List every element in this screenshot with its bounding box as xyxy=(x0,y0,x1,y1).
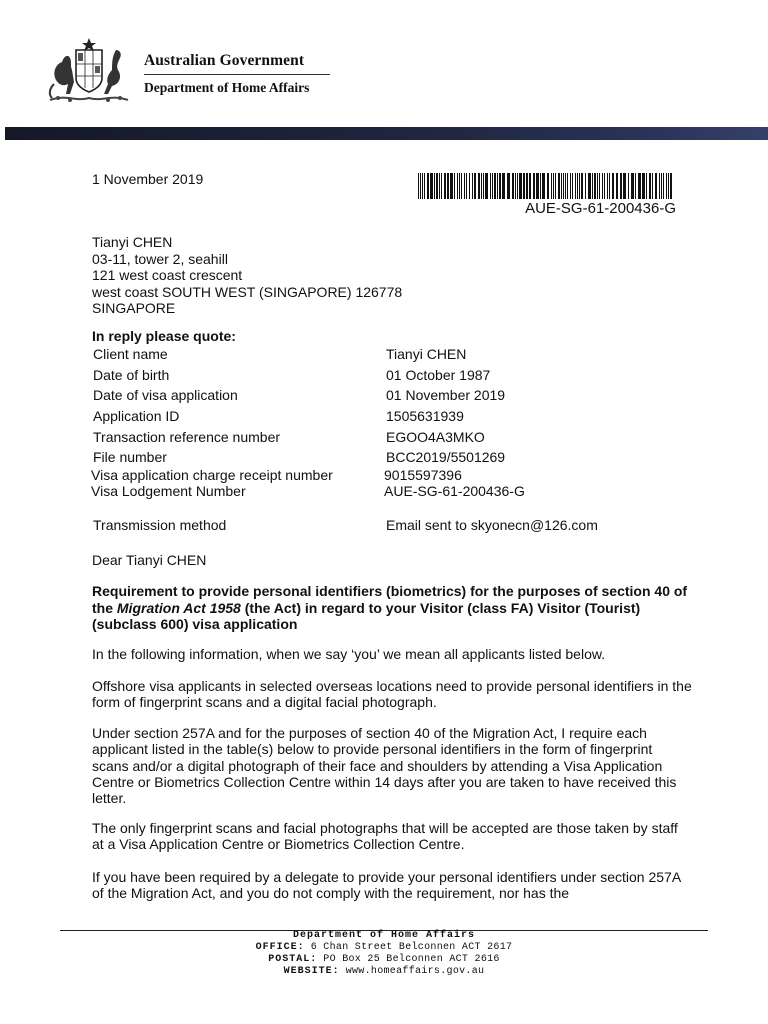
letter-subject xyxy=(92,583,692,633)
subject-text: Requirement to provide personal identifiers (biometrics) for the purposes of section 40 of the xyxy=(92,583,688,616)
quote-label-application-id: Application ID xyxy=(93,408,180,424)
act-name: Migration Act 1958 xyxy=(116,599,241,616)
footer-website xyxy=(0,966,768,978)
quote-value-lodgement-number: AUE-SG-61-200436-G xyxy=(384,483,525,499)
address-line: 121 west coast crescent xyxy=(92,267,243,283)
quote-label-file-number: File number xyxy=(93,449,167,465)
quote-label-date-of-birth: Date of birth xyxy=(93,367,170,383)
quote-value-transmission-method: Email sent to skyonecn@126.com xyxy=(386,517,598,533)
letter-date: 1 November 2019 xyxy=(92,171,204,187)
quote-value-client-name: Tianyi CHEN xyxy=(386,346,467,362)
quote-value-application-id: 1505631939 xyxy=(386,408,464,424)
quote-value-application-date: 01 November 2019 xyxy=(386,387,506,403)
footer-office xyxy=(0,942,768,954)
address-line: 03-11, tower 2, seahill xyxy=(92,250,228,267)
quote-label-receipt-number: Visa application charge receipt number xyxy=(91,467,333,483)
paragraph: In the following information, when we say ‘you’ we mean all applicants listed below. xyxy=(92,646,606,662)
footer-office-value: 6 Chan Street Belconnen ACT 2617 xyxy=(310,942,513,953)
quote-value-date-of-birth: 01 October 1987 xyxy=(386,367,491,383)
recipient-address xyxy=(92,234,402,317)
coat-of-arms-logo xyxy=(46,36,132,106)
quote-label-client-name: Client name xyxy=(93,346,168,362)
header-band xyxy=(5,127,768,140)
quote-value-file-number: BCC2019/5501269 xyxy=(386,449,506,465)
footer-website-label: WEBSITE: xyxy=(283,966,340,977)
address-line: SINGAPORE xyxy=(92,300,176,316)
department-title: Department of Home Affairs xyxy=(144,80,310,95)
salutation: Dear Tianyi CHEN xyxy=(92,552,207,568)
footer-office-label: OFFICE: xyxy=(255,942,305,953)
address-line: Tianyi CHEN xyxy=(92,234,173,250)
paragraph: Offshore visa applicants in selected overseas locations need to provide personal identifiers in the form of fingerprint scans and a digital facial photograph. xyxy=(92,678,692,711)
quote-value-transaction-ref: EGOO4A3MKO xyxy=(386,429,485,445)
quote-label-application-date: Date of visa application xyxy=(93,387,238,403)
government-title: Australian Government xyxy=(144,52,305,69)
barcode-number: AUE-SG-61-200436-G xyxy=(525,200,676,217)
quote-label-transmission-method: Transmission method xyxy=(93,517,227,533)
footer-postal-label: POSTAL: xyxy=(268,954,318,965)
quote-label-transaction-ref: Transaction reference number xyxy=(93,429,281,445)
paragraph: The only fingerprint scans and facial photographs that will be accepted are those taken by staff at a Visa Application Centre or Biometrics Collection Centre. xyxy=(92,820,678,853)
footer-postal xyxy=(0,954,768,966)
subject-text: (the Act) in regard to your Visitor (class FA) Visitor (Tourist) (subclass 600) visa application xyxy=(92,599,641,632)
address-line: west coast SOUTH WEST (SINGAPORE) 126778 xyxy=(92,283,403,300)
header-divider xyxy=(144,74,330,75)
paragraph: If you have been required by a delegate to provide your personal identifiers under section 257A of the Migration Act, and you do not comply with the requirement, nor has the xyxy=(92,869,681,902)
paragraph: Under section 257A and for the purposes of section 40 of the Migration Act, I require each applicant listed in the table(s) below to provide personal identifiers in the form of fingerprint scans and/or a digital photograph of their face and shoulders by attending a Visa Application Centre or Biometrics Collection Centre within 14 days after you are taken to have received this letter. xyxy=(92,725,677,807)
quote-heading: In reply please quote: xyxy=(92,328,236,344)
quote-value-receipt-number: 9015597396 xyxy=(384,467,462,483)
barcode-image xyxy=(418,173,676,199)
quote-label-lodgement-number: Visa Lodgement Number xyxy=(91,483,246,499)
footer-department-name: Department of Home Affairs xyxy=(292,930,476,941)
footer-postal-value: PO Box 25 Belconnen ACT 2616 xyxy=(323,954,500,965)
footer-website-value: www.homeaffairs.gov.au xyxy=(345,966,485,977)
footer-department xyxy=(0,930,768,942)
